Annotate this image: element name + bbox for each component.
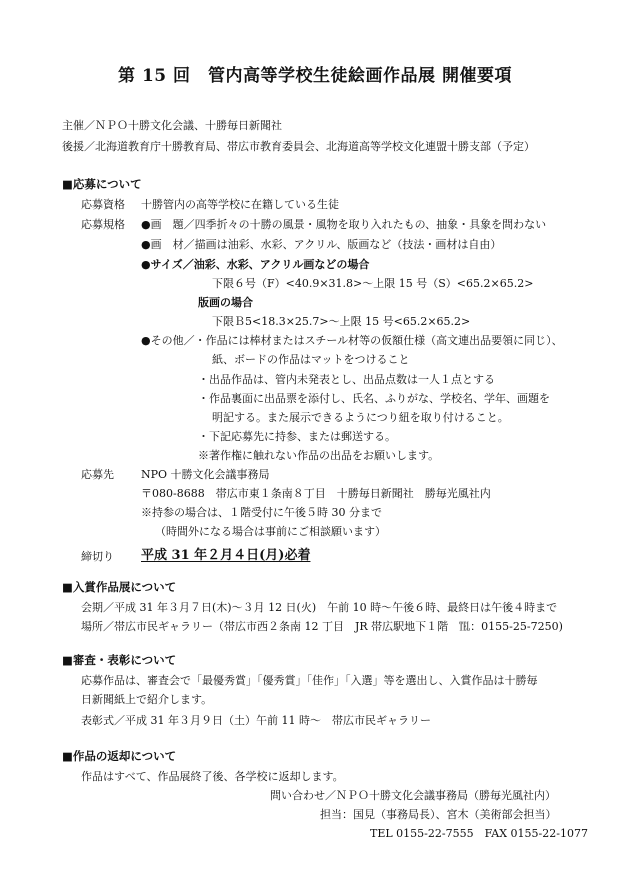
judging-text-1: 応募作品は、審査会で「最優秀賞」「優秀賞」「佳作」「入選」等を選出し、入賞作品は十勝毎 [81,674,538,687]
print-heading: 版画の場合 [198,296,253,309]
tel-fax-line: TEL 0155-22-7555 FAX 0155-22-1077 [370,827,588,840]
award-ceremony: 表彰式／平成 31 年３月９日（土）午前 11 時～ 帯広市民ギャラリー [81,714,431,727]
support-line: 後援／北海道教育庁十勝教育局、帯広市教育委員会、北海道高等学校文化連盟十勝支部（予定） [62,140,535,153]
other-line-3: ・作品裏面に出品票を添付し、氏名、ふりがな、学校名、学年、画題を [198,392,550,405]
copyright-note: ※著作権に触れない作品の出品をお願いします。 [198,449,440,462]
other-line-3b: 明記する。また展示できるようにつり紐を取り付けること。 [212,411,509,424]
eligibility-label: 応募資格 [81,198,125,211]
other-line-1b: 紙、ボードの作品はマットをつけること [212,353,410,366]
destination-address: 〒080-8688 帯広市東１条南８丁目 十勝毎日新聞社 勝毎光風社内 [141,487,491,500]
rules-label: 応募規格 [81,218,125,231]
inquiry-line: 問い合わせ／ＮＰＯ十勝文化会議事務局（勝毎光風社内） [270,789,556,802]
judging-heading: ■審査・表彰について [62,653,177,667]
exhibition-period: 会期／平成 31 年３月７日(木)～３月 12 日(火) 午前 10 時～午後６時、最終日は午後４時まで [81,601,558,614]
other-line-1: ●その他／・作品には棒材またはスチール材等の仮額仕様（高文連出品要領に同じ）、 [141,334,563,347]
eligibility-value: 十勝管内の高等学校に在籍している生徒 [141,198,339,211]
host-line: 主催／ＮＰＯ十勝文化会議、十勝毎日新聞社 [62,119,282,132]
return-text: 作品はすべて、作品展終了後、各学校に返却します。 [81,770,344,783]
staff-line: 担当：国見（事務局長）、宮木（美術部会担当） [320,808,557,821]
theme-line: ●画 題／四季折々の十勝の風景・風物を取り入れたもの、抽象・具象を問わない [141,218,547,231]
deadline-label: 締切り [81,550,114,563]
deadline-value: 平成 31 年２月４日(月)必着 [141,548,311,563]
destination-note-2: （時間外になる場合は事前にご相談願います） [155,525,386,538]
material-line: ●画 材／描画は油彩、水彩、アクリル、版画など（技法・画材は自由） [141,238,502,251]
other-line-2: ・出品作品は、管内未発表とし、出品点数は一人１点とする [198,373,495,386]
destination-label: 応募先 [81,468,114,481]
judging-text-2: 日新聞紙上で紹介します。 [81,693,213,706]
page-title: 第 15 回 管内高等学校生徒絵画作品展 開催要項 [118,66,512,86]
other-line-4: ・下記応募先に持参、または郵送する。 [198,430,396,443]
exhibition-heading: ■入賞作品展について [62,580,177,594]
size-paint: 下限６号（F）<40.9×31.8>～上限 15 号（S）<65.2×65.2> [212,277,534,290]
size-print: 下限Ｂ5<18.3×25.7>～上限 15 号<65.2×65.2> [212,315,471,328]
destination-note-1: ※持参の場合は、１階受付に午後５時 30 分まで [141,506,382,519]
application-heading: ■応募について [62,177,142,191]
size-heading: ●サイズ／油彩、水彩、アクリル画などの場合 [141,258,370,271]
destination-name: NPO 十勝文化会議事務局 [141,468,270,481]
exhibition-venue: 場所／帯広市民ギャラリー（帯広市西２条南 12 丁目 JR 帯広駅地下１階 ℡：0155-25-7250) [81,620,563,633]
return-heading: ■作品の返却について [62,749,177,763]
